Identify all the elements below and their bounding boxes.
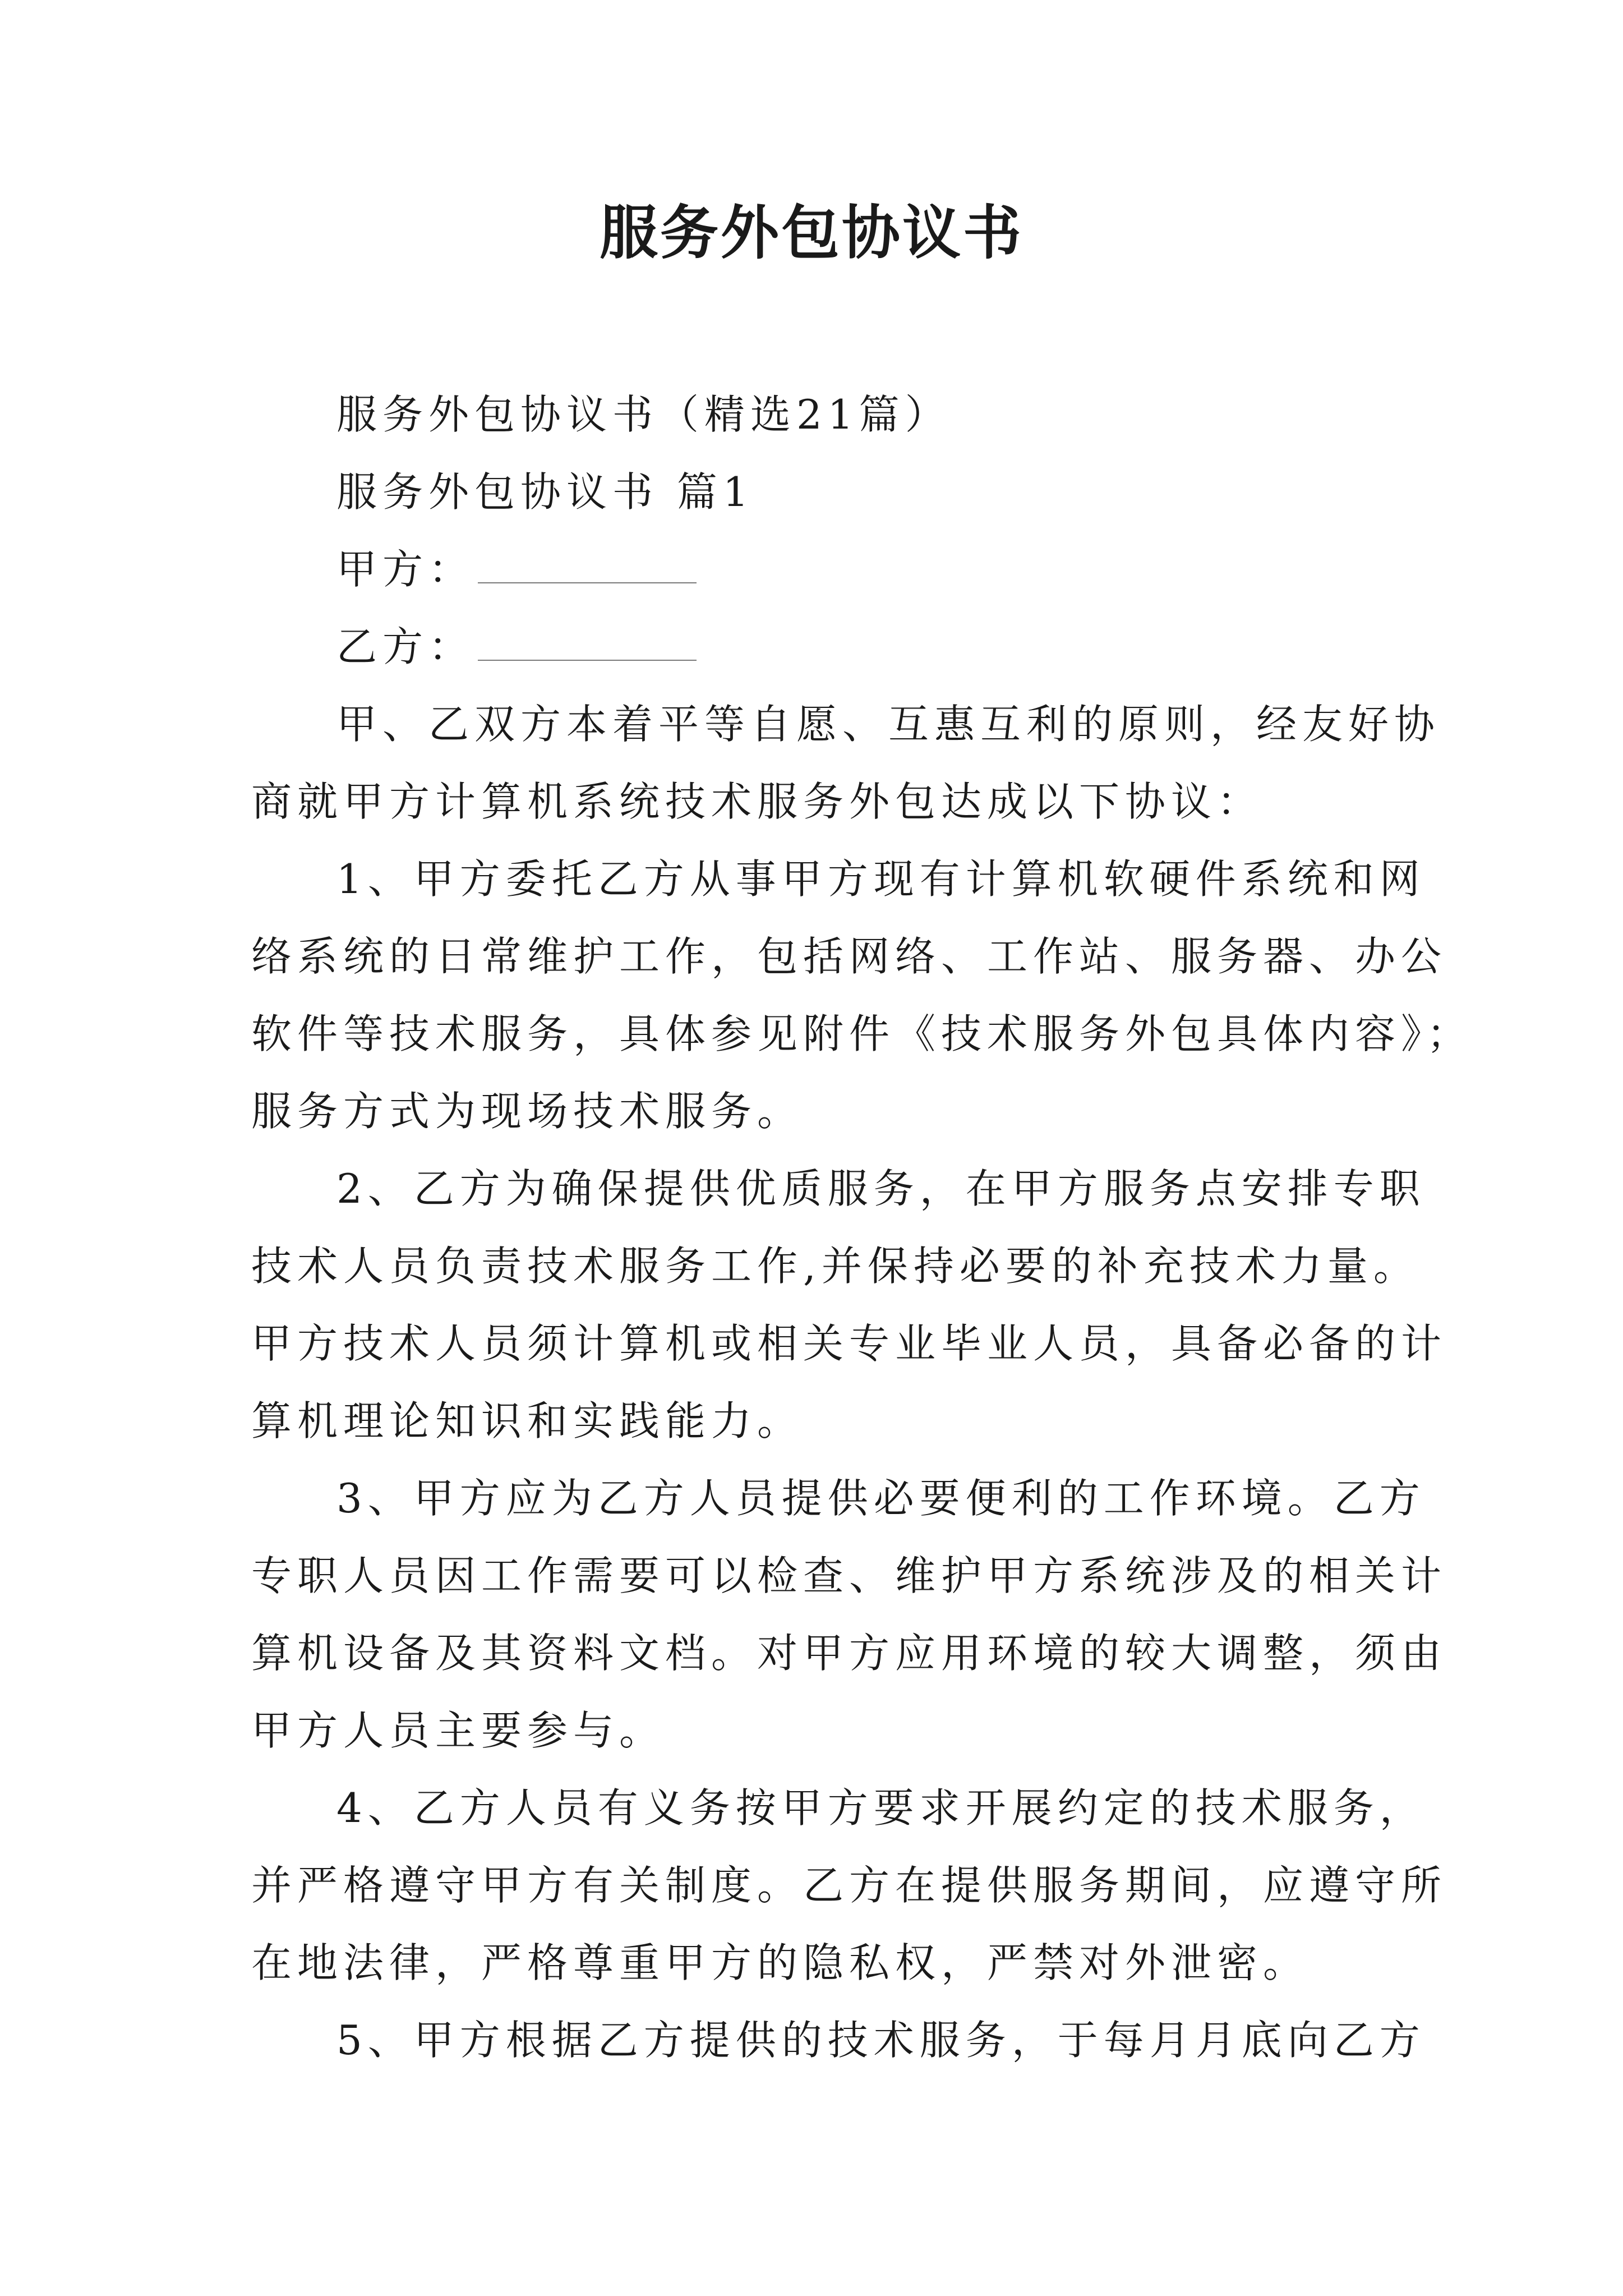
text-line: 甲、乙双方本着平等自愿、互惠互利的原则，经友好协 [336, 701, 1441, 748]
text-line: 络系统的日常维护工作，包括网络、工作站、服务器、办公 [251, 933, 1447, 980]
text-line: 技术人员负责技术服务工作,并保持必要的补充技术力量。 [251, 1243, 1419, 1290]
document-body [251, 376, 1473, 2079]
text-line: 软件等技术服务，具体参见附件《技术服务外包具体内容》； [251, 1010, 1473, 1057]
text-line: 算机设备及其资料文档。对甲方应用环境的较大调整，须由 [251, 1630, 1447, 1677]
agreement-text [251, 685, 1473, 2079]
party-a-line [251, 531, 1396, 608]
text-line: 4、乙方人员有义务按甲方要求开展约定的技术服务， [336, 1784, 1426, 1832]
text-line: 专职人员因工作需要可以检查、维护甲方系统涉及的相关计 [251, 1552, 1447, 1599]
party-b-label: 乙方： [336, 623, 475, 670]
text-line: 商就甲方计算机系统技术服务外包达成以下协议： [251, 778, 1264, 825]
text-line: 服务方式为现场技术服务。 [251, 1088, 804, 1135]
text-line: 甲方技术人员须计算机或相关专业毕业人员，具备必备的计 [251, 1320, 1447, 1367]
text-line: 5、甲方根据乙方提供的技术服务，于每月月底向乙方 [336, 2017, 1426, 2064]
document-subtitle: 服务外包协议书（精选21篇） [336, 391, 951, 438]
text-line: 在地法律，严格尊重甲方的隐私权，严禁对外泄密。 [251, 1939, 1310, 1986]
text-line: 2、乙方为确保提供优质服务，在甲方服务点安排专职 [336, 1165, 1426, 1212]
party-b-line [251, 608, 1396, 685]
text-line: 1、甲方委托乙方从事甲方现有计算机软硬件系统和网 [336, 855, 1426, 903]
text-line: 算机理论知识和实践能力。 [251, 1397, 804, 1444]
text-line: 甲方人员主要参与。 [251, 1707, 666, 1754]
document-title: 服务外包协议书 [599, 198, 1023, 267]
section-heading: 服务外包协议书 篇1 [336, 468, 754, 516]
party-a-label: 甲方： [336, 546, 475, 593]
text-line: 3、甲方应为乙方人员提供必要便利的工作环境。乙方 [336, 1475, 1426, 1522]
party-b-blank-field[interactable] [478, 625, 697, 661]
party-a-blank-field[interactable] [478, 547, 697, 583]
text-line: 并严格遵守甲方有关制度。乙方在提供服务期间，应遵守所 [251, 1862, 1447, 1909]
